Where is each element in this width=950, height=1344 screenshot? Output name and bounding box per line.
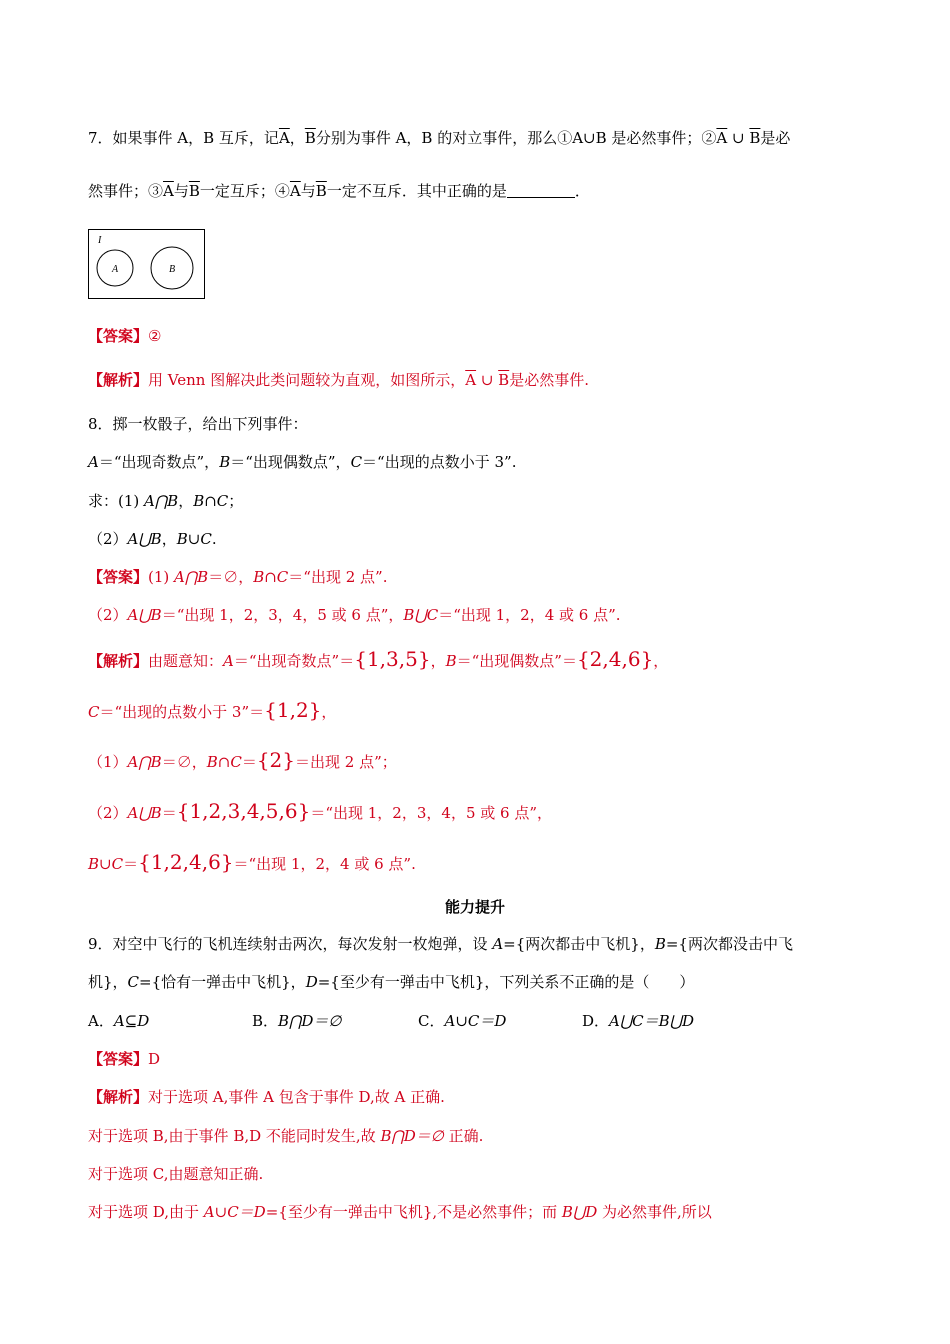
q8-line1: 8．掷一枚骰子，给出下列事件： xyxy=(88,415,308,433)
q8-analysis-4: （2）A⋃B＝{1,2,3,4,5,6}＝“出现 1，2，3，4，5 或 6 点”， xyxy=(88,799,552,823)
q9-line2: 机}，C={恰有一弹击中飞机}，D={至少有一弹击中飞机}，下列关系不正确的是（ ） xyxy=(88,973,695,991)
venn-diagram xyxy=(88,229,205,299)
option-b[interactable]: B．B⋂D＝∅ xyxy=(252,1012,342,1030)
q7-line1: 7．如果事件 A，B 互斥，记$\overline{A}$，$\overline{B}$分别为事件 A，B 的对立事件，那么①A∪B 是必然事件；$②\overline{A}$ ∪ $\overline{B}$是必 xyxy=(88,129,791,147)
q9-analysis-4: 对于选项 D,由于 A∪C＝D={至少有一弹击中飞机},不是必然事件；而 B⋃D 为必然事件,所以 xyxy=(88,1203,712,1221)
q8-analysis-2: C＝“出现的点数小于 3”＝{1,2}， xyxy=(88,698,337,722)
q8-line3: 求：(1) A⋂B，B∩C； xyxy=(88,492,244,510)
q8-answer-1: 【答案】(1) A⋂B＝∅，B∩C＝“出现 2 点”. xyxy=(88,568,388,586)
q7-answer: 【答案】② xyxy=(88,327,162,345)
q9-analysis-2: 对于选项 B,由于事件 B,D 不能同时发生,故 B⋂D＝∅ 正确. xyxy=(88,1127,484,1145)
q9-answer: 【答案】D xyxy=(88,1050,161,1068)
q8-line2: A＝“出现奇数点”，B＝“出现偶数点”，C＝“出现的点数小于 3”. xyxy=(88,453,517,471)
option-d[interactable]: D．A⋃C＝B⋃D xyxy=(582,1012,694,1030)
q7-analysis: 【解析】用 Venn 图解决此类问题较为直观，如图所示，$\overline{A}$ ∪ $\overline{B}$是必然事件. xyxy=(88,371,589,389)
venn-universe-label: I xyxy=(98,235,102,246)
q9-analysis-3: 对于选项 C,由题意知正确. xyxy=(88,1165,264,1183)
answer-blank xyxy=(507,183,575,198)
venn-circle-b-label: B xyxy=(169,264,176,275)
q9-analysis-1: 【解析】对于选项 A,事件 A 包含于事件 D,故 A 正确. xyxy=(88,1088,445,1106)
venn-universe-box xyxy=(89,230,205,299)
option-c[interactable]: C．A∪C＝D xyxy=(418,1012,507,1030)
q7-line2: 然事件；$③\overline{A}$与$\overline{B}$一定互斥；$④\overline{A}$与$\overline{B}$一定不互斥．其中正确的是 ． xyxy=(88,182,590,200)
q8-line4: （2）A⋃B，B∪C. xyxy=(88,530,217,548)
venn-circle-a-label: A xyxy=(112,264,119,275)
section-title: 能力提升 xyxy=(444,898,505,916)
q8-analysis-3: （1）A⋂B＝∅，B∩C＝{2}＝出现 2 点”； xyxy=(88,748,397,772)
q8-answer-2: （2）A⋃B＝“出现 1，2，3，4，5 或 6 点”，B⋃C＝“出现 1，2，4 或 6 点”. xyxy=(88,606,621,624)
option-a[interactable]: A．A⊆D xyxy=(88,1012,150,1030)
q8-analysis-1: 【解析】由题意知：A＝“出现奇数点”＝{1,3,5}，B＝“出现偶数点”＝{2,4,6}， xyxy=(88,647,669,671)
q9-line1: 9．对空中飞行的飞机连续射击两次，每次发射一枚炮弹，设 A={两次都击中飞机}，B={两次都没击中飞 xyxy=(88,935,793,953)
q8-analysis-5: B∪C＝{1,2,4,6}＝“出现 1，2，4 或 6 点”. xyxy=(88,850,416,874)
